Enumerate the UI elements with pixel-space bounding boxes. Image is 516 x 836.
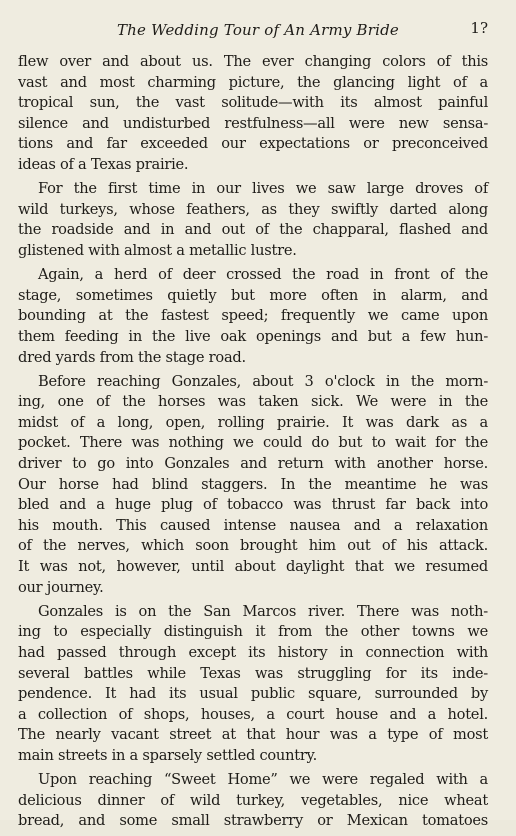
text-line: bread, and some small strawberry or Mexican tomatoes [18, 812, 488, 830]
text-line: tropical sun, the vast solitude—with its almost painful [18, 94, 488, 112]
text-line: our journey. [18, 578, 104, 596]
paragraph [18, 602, 488, 767]
text-line: ing, one of the horses was taken sick. We were in the [18, 393, 488, 411]
text-line: pendence. It had its usual public square, surrounded by [18, 685, 488, 703]
text-line: main streets in a sparsely settled country. [18, 746, 318, 764]
text-line: delicious dinner of wild turkey, vegetables, nice wheat [18, 791, 488, 809]
text-line: ing to especially distinguish it from the other towns we [18, 623, 488, 641]
text-line: several battles while Texas was struggling for its inde- [18, 664, 488, 682]
text-line: his mouth. This caused intense nausea and a relaxation [18, 516, 488, 534]
paragraph [18, 265, 488, 368]
text-line: The nearly vacant street at that hour was a type of most [18, 726, 488, 744]
text-line: glistened with almost a metallic lustre. [18, 241, 297, 259]
body-text [18, 52, 488, 836]
paragraph [18, 179, 488, 261]
text-line: stage, sometimes quietly but more often in alarm, and [18, 286, 488, 304]
page-header [0, 21, 516, 43]
text-line: flew over and about us. The ever changing colors of this [18, 53, 488, 70]
text-line: Gonzales is on the San Marcos river. There was noth- [38, 602, 488, 620]
text-line: It was not, however, until about daylight that we resumed [18, 558, 488, 576]
paragraph [18, 372, 488, 599]
text-line: For the first time in our lives we saw large droves of [38, 180, 488, 198]
text-line: them feeding in the live oak openings and but a few hun- [18, 327, 488, 345]
text-line: pocket. There was nothing we could do but to wait for the [18, 434, 488, 452]
text-line: Upon reaching “Sweet Home” we were regaled with a [38, 771, 488, 789]
text-line: driver to go into Gonzales and return with another horse. [18, 455, 488, 473]
text-line: bled and a huge plug of tobacco was thrust far back into [18, 496, 488, 514]
text-line: bounding at the fastest speed; frequently we came upon [18, 307, 488, 325]
text-line: had passed through except its history in connection with [18, 644, 488, 661]
text-line: wild turkeys, whose feathers, as they swiftly darted along [18, 200, 488, 218]
text-line: tions and far exceeded our expectations or preconceived [18, 135, 488, 153]
running-title: The Wedding Tour of An Army Bride [116, 21, 400, 39]
text-line: Our horse had blind staggers. In the meantime he was [18, 475, 488, 493]
text-line: silence and undisturbed restfulness—all were new sensa- [18, 114, 488, 132]
text-line: Before reaching Gonzales, about 3 o'clock in the morn- [38, 372, 488, 390]
text-line: Again, a herd of deer crossed the road in front of the [38, 266, 488, 284]
page-number: 1? [470, 19, 488, 37]
text-line: a collection of shops, houses, a court house and a hotel. [18, 705, 488, 723]
text-line: vast and most charming picture, the glancing light of a [18, 73, 488, 91]
text-line: ideas of a Texas prairie. [18, 155, 189, 173]
paragraph [18, 52, 488, 176]
text-line: of the nerves, which soon brought him out of his attack. [18, 537, 488, 555]
text-line: the roadside and in and out of the chapparal, flashed and [18, 221, 488, 239]
text-line: midst of a long, open, rolling prairie. It was dark as a [18, 413, 488, 431]
text-line: dred yards from the stage road. [18, 348, 246, 366]
paragraph [18, 770, 488, 832]
